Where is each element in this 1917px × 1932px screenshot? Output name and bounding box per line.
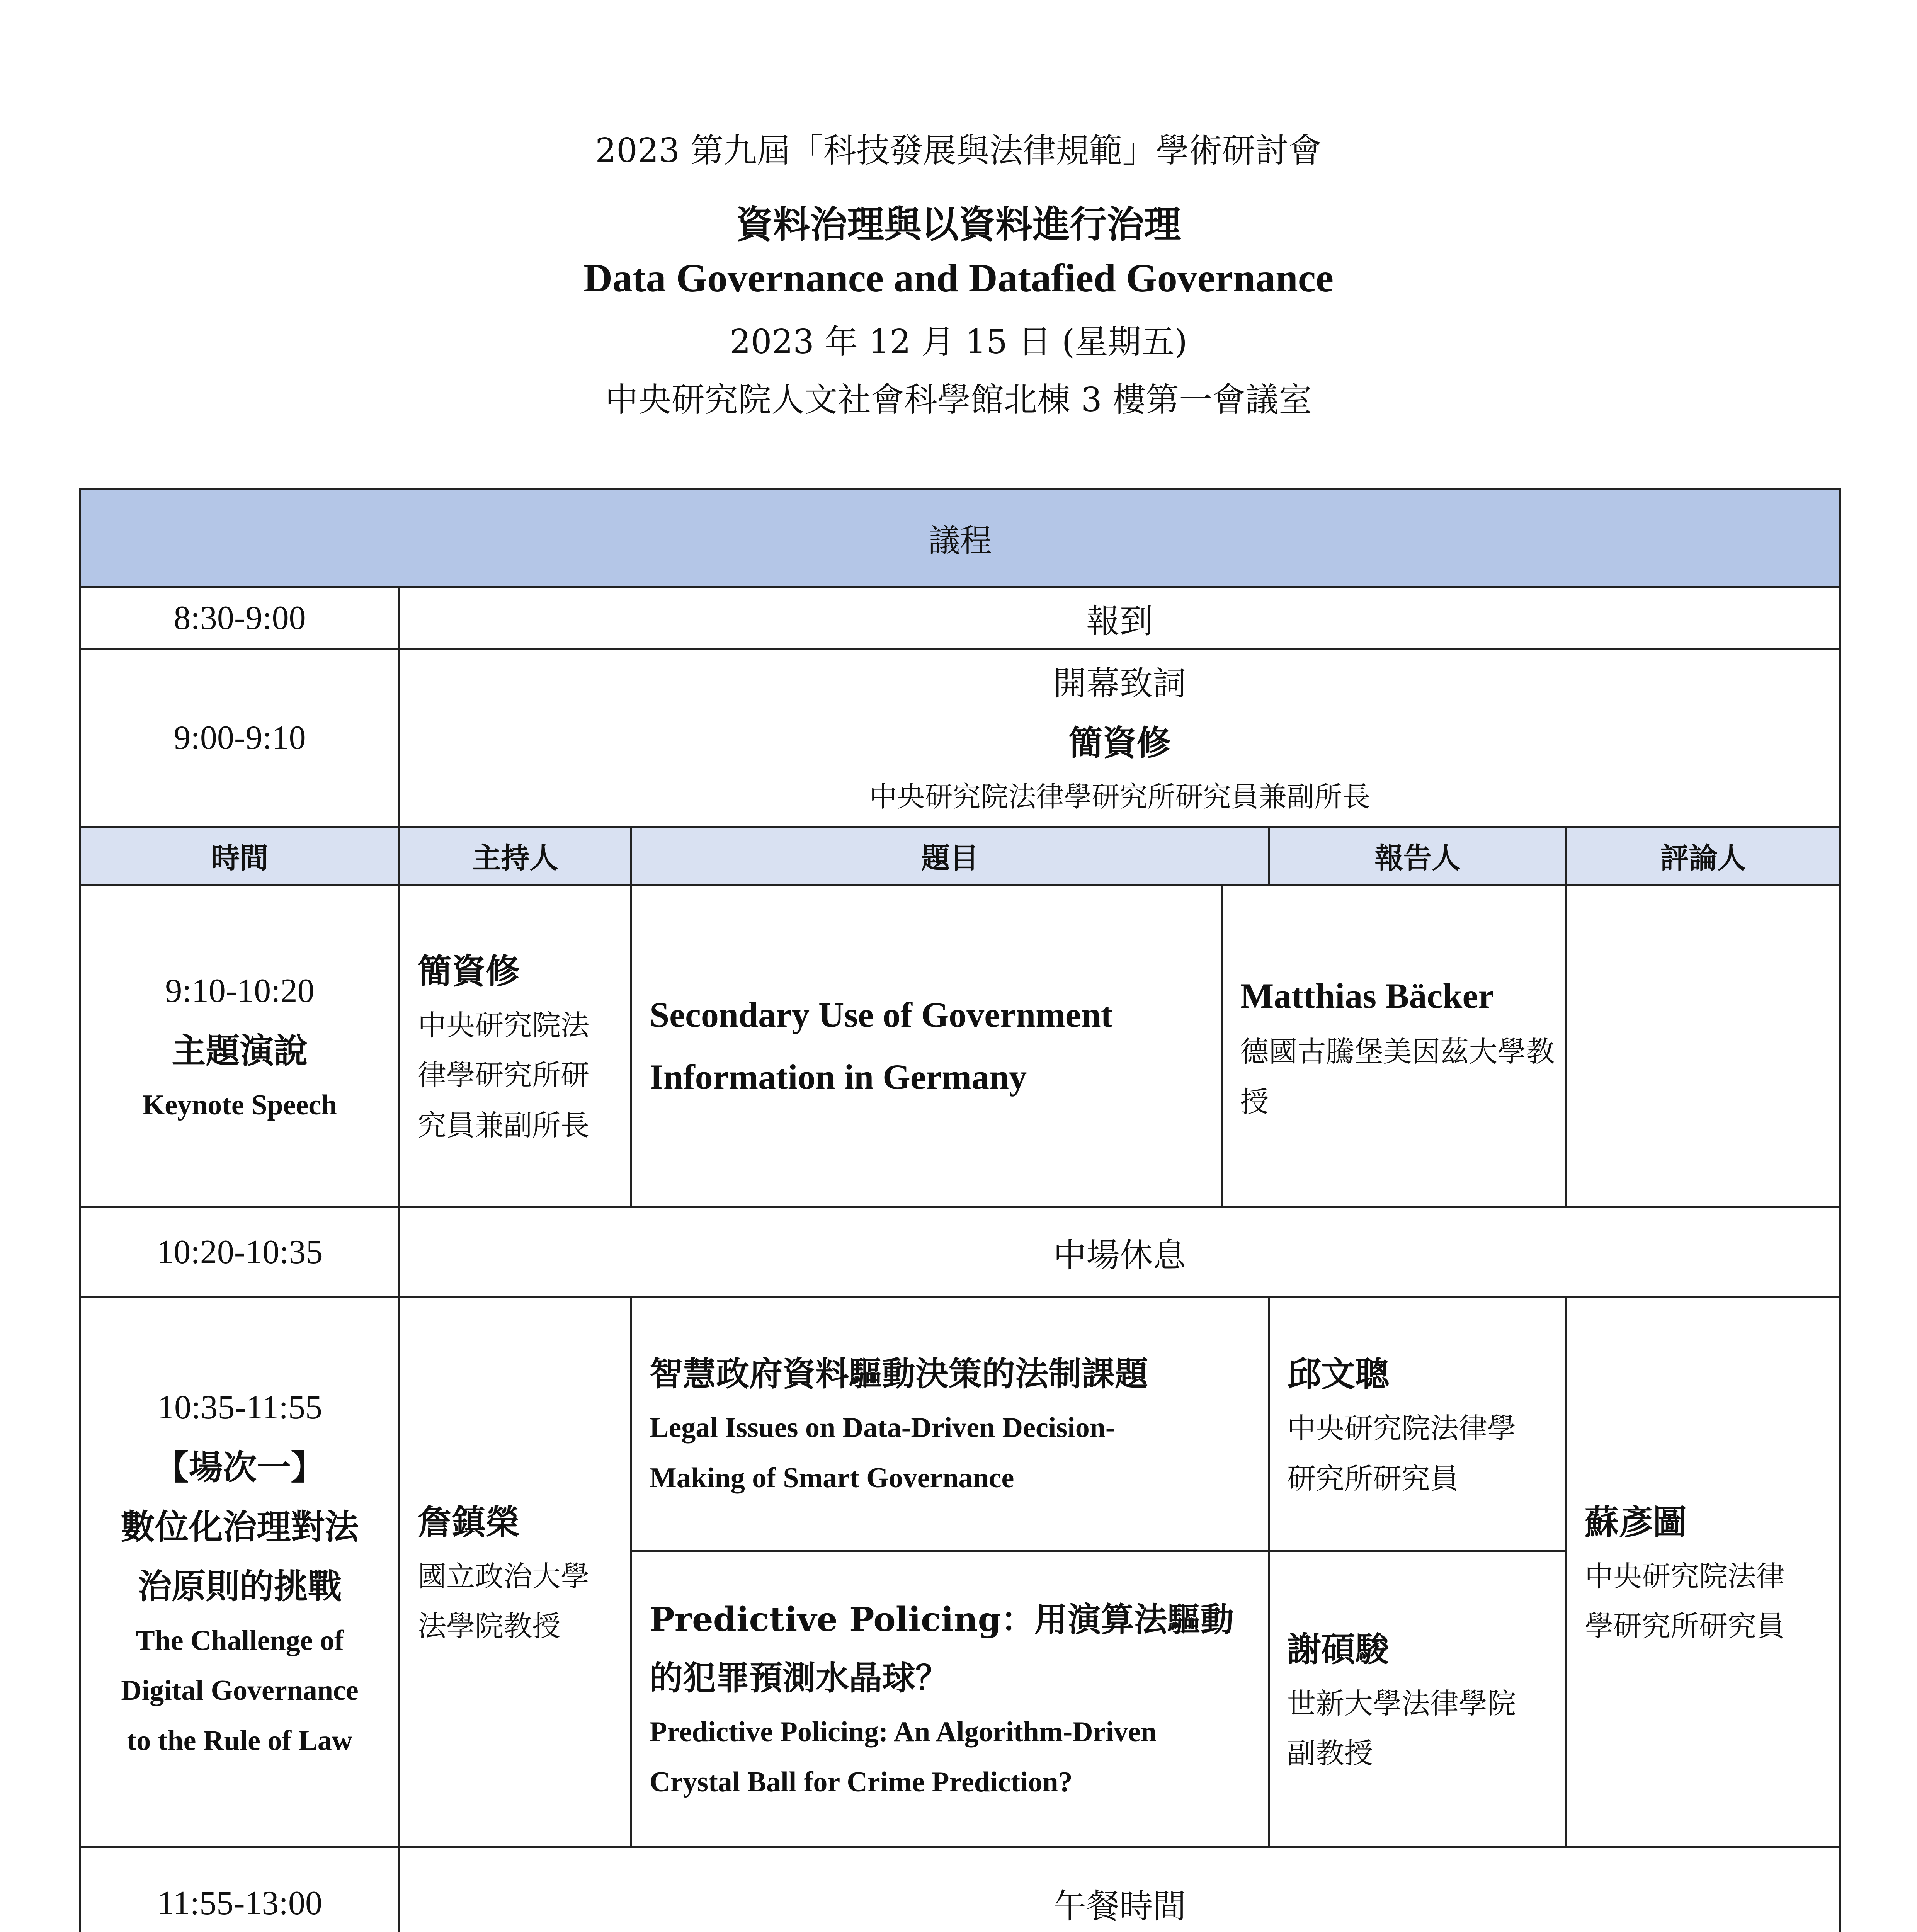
session1-title-en: Digital Governance: [121, 1675, 359, 1707]
session1-talk1-topic-zh: 智慧政府資料驅動決策的法制課題: [650, 1354, 1148, 1393]
conference-series-title: 2023 第九屆「科技發展與法律規範」學術研討會: [595, 131, 1322, 170]
opening-label: 開幕致詞: [1053, 664, 1186, 703]
keynote-speaker-title: 德國古騰堡美因茲大學教授: [1240, 1035, 1555, 1119]
session1-chair-title: 國立政治大學: [418, 1560, 589, 1593]
lunch-row: [80, 1847, 1840, 1932]
session1-talk1-speaker-title: 研究所研究員: [1287, 1462, 1459, 1495]
session1-talk2-speaker: [1269, 1551, 1567, 1847]
keynote-speaker: [1221, 886, 1565, 1206]
opening-time: 9:00-9:10: [80, 649, 400, 827]
opening-affiliation: 中央研究院法律學研究所研究員兼副所長: [869, 780, 1370, 813]
session1-discussant-title: 學研究所研究員: [1585, 1610, 1785, 1643]
agenda-band-row: [80, 489, 1840, 587]
keynote-time-cell: [80, 885, 400, 1208]
column-header-speaker: 報告人: [1269, 827, 1567, 885]
session1-talk2-topic-en: Predictive Policing: An Algorithm-Driven: [650, 1716, 1157, 1748]
lunch-label: 午餐時間: [400, 1847, 1840, 1932]
session1-title-en: The Challenge of: [136, 1624, 344, 1656]
session1-title-zh: 治原則的挑戰: [138, 1566, 342, 1606]
session1-talk1-speaker: [1269, 1297, 1567, 1551]
column-header-chair: 主持人: [400, 827, 631, 885]
keynote-topic-speaker-cell: [631, 885, 1567, 1208]
session1-title-zh: 數位化治理對法: [121, 1506, 359, 1547]
session1-chair-name: 詹鎮榮: [418, 1502, 520, 1542]
session1-talk1-speaker-title: 中央研究院法律學: [1287, 1412, 1516, 1445]
break1-row: [80, 1208, 1840, 1297]
session1-talk2-topic: [631, 1551, 1269, 1847]
session1-talk2-speaker-title: 副教授: [1287, 1737, 1373, 1770]
session1-talk1-row: [80, 1297, 1840, 1551]
session1-discussant-cell: [1567, 1297, 1840, 1847]
conference-title-zh: 資料治理與以資料進行治理: [736, 202, 1181, 246]
agenda-label: 議程: [80, 489, 1840, 587]
break1-label: 中場休息: [400, 1208, 1840, 1297]
keynote-chair-title: 究員兼副所長: [418, 1109, 589, 1142]
keynote-discussant-cell: [1567, 885, 1840, 1208]
registration-row: [80, 587, 1840, 649]
keynote-chair-cell: [400, 885, 631, 1208]
session1-chair-title: 法學院教授: [418, 1610, 561, 1643]
session1-talk1-topic-en: Legal Issues on Data-Driven Decision-: [650, 1412, 1115, 1444]
column-header-topic: 題目: [631, 827, 1269, 885]
conference-venue: 中央研究院人文社會科學館北棟 3 樓第一會議室: [605, 381, 1312, 419]
keynote-label-en: Keynote Speech: [142, 1089, 337, 1121]
session1-chair-cell: [400, 1297, 631, 1847]
session1-talk2-topic-zh: 的犯罪預測水晶球？: [650, 1658, 949, 1697]
opening-row: [80, 649, 1840, 827]
session1-time-cell: [80, 1297, 400, 1847]
session1-talk1-speaker-name: 邱文聰: [1287, 1354, 1390, 1394]
keynote-chair-title: 律學研究所研: [418, 1059, 589, 1092]
keynote-topic: [650, 984, 1221, 1108]
session1-title-en: to the Rule of Law: [127, 1725, 353, 1757]
conference-title-en: Data Governance and Datafied Governance: [583, 256, 1334, 300]
keynote-speaker-name: Matthias Bäcker: [1240, 976, 1494, 1015]
keynote-row: [80, 885, 1840, 1208]
keynote-chair-name: 簡資修: [418, 951, 520, 991]
registration-label: 報到: [400, 587, 1840, 649]
opening-speaker: 簡資修: [1068, 722, 1171, 763]
column-header-discussant: 評論人: [1567, 827, 1840, 885]
session1-talk1-topic: [631, 1297, 1269, 1551]
column-header-time: 時間: [80, 827, 400, 885]
conference-date: 2023 年 12 月 15 日 (星期五): [730, 323, 1187, 361]
keynote-topic-line: Information in Germany: [650, 1057, 1027, 1097]
lunch-time: 11:55-13:00: [80, 1847, 400, 1932]
registration-time: 8:30-9:00: [80, 587, 400, 649]
keynote-label-zh: 主題演說: [172, 1031, 308, 1071]
session1-discussant-name: 蘇彥圖: [1585, 1502, 1687, 1542]
keynote-topic-line: Secondary Use of Government: [650, 995, 1113, 1034]
break1-time: 10:20-10:35: [80, 1208, 400, 1297]
session1-talk2-topic-zh: Predictive Policing：用演算法驅動: [650, 1600, 1234, 1639]
session1-talk1-topic-en: Making of Smart Governance: [650, 1462, 1014, 1494]
session1-label: 【場次一】: [155, 1447, 325, 1487]
session1-time: 10:35-11:55: [157, 1388, 322, 1426]
session1-discussant-title: 中央研究院法律: [1585, 1560, 1785, 1593]
agenda-table: [79, 488, 1841, 1932]
column-header-row: [80, 827, 1840, 885]
keynote-chair-title: 中央研究院法: [418, 1009, 589, 1042]
session1-talk2-speaker-name: 謝碩駿: [1287, 1629, 1390, 1669]
session1-talk2-speaker-title: 世新大學法律學院: [1287, 1687, 1516, 1720]
session1-talk2-topic-en: Crystal Ball for Crime Prediction?: [650, 1766, 1073, 1798]
opening-cell: [400, 649, 1840, 827]
keynote-time: 9:10-10:20: [165, 972, 315, 1010]
